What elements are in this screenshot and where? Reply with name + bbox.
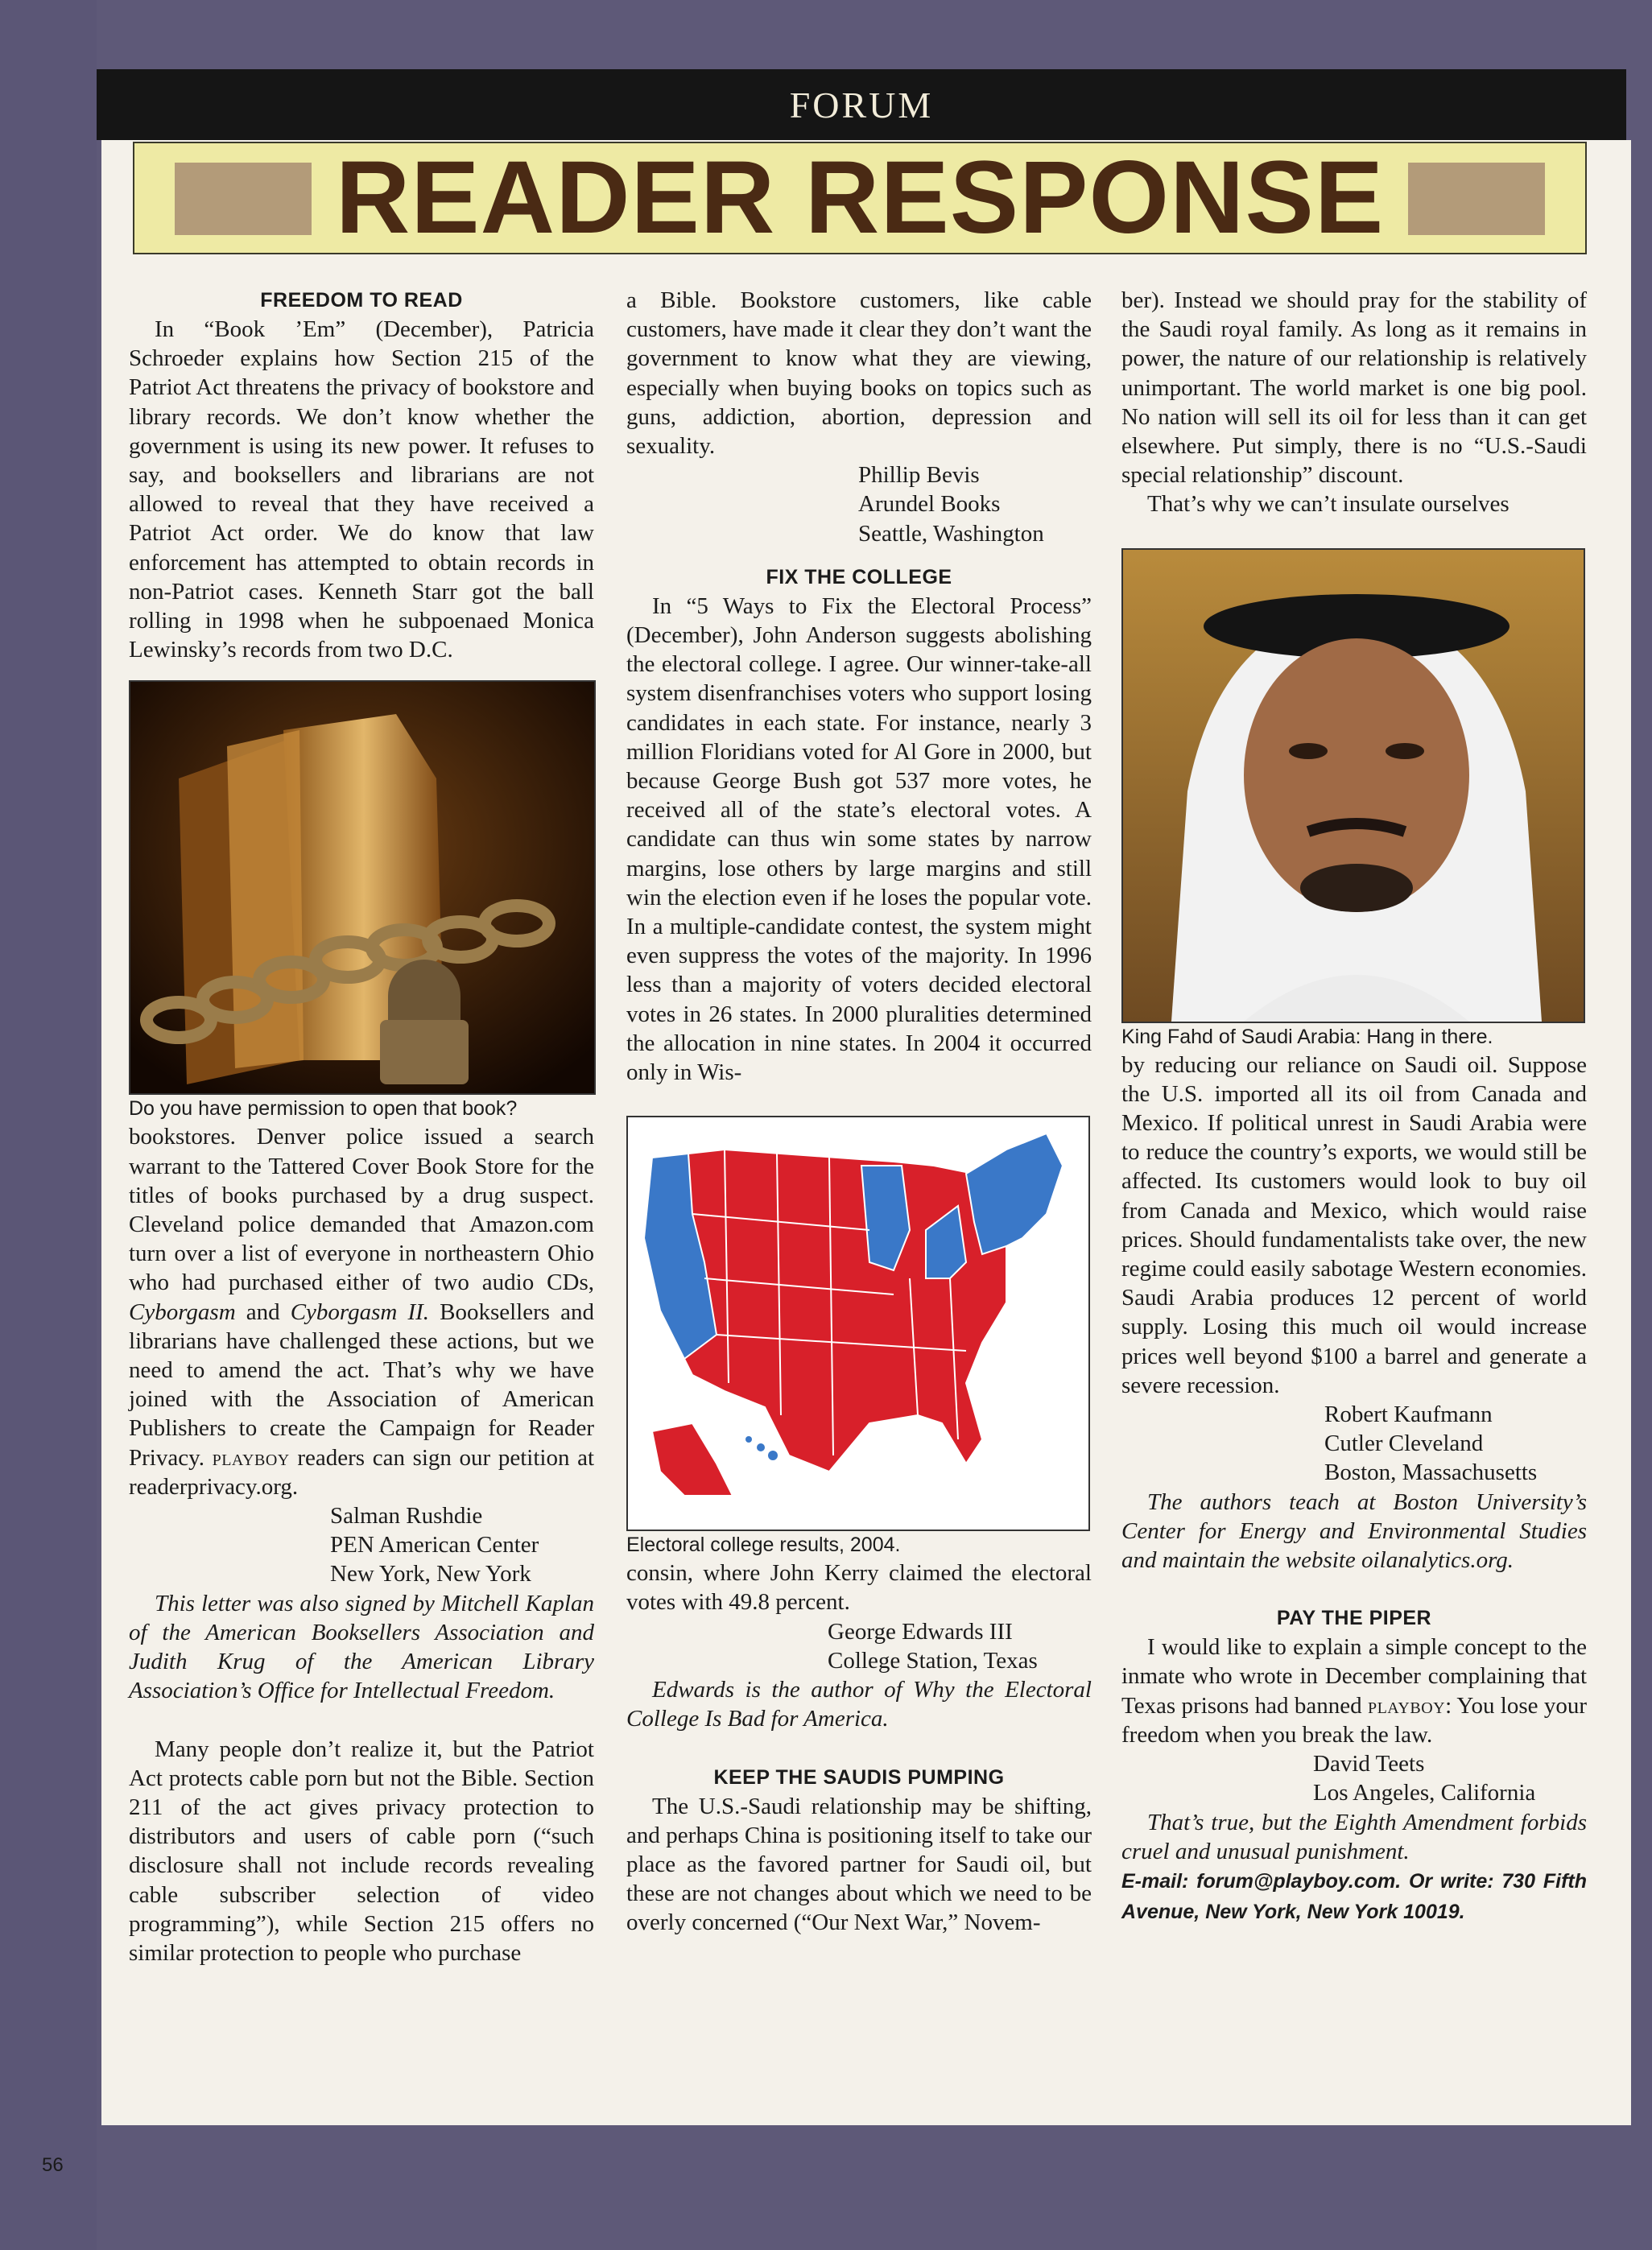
signature-location: Seattle, Washington xyxy=(858,520,1044,547)
map-caption: Electoral college results, 2004. xyxy=(626,1534,901,1557)
photo-caption: King Fahd of Saudi Arabia: Hang in there. xyxy=(1121,1025,1493,1048)
letter-text: The U.S.-Saudi relationship may be shifting, and perhaps China is positioning itself to take our place as the favored partner for Saudi oil, but these are not changes about which we need to be overly concerned (“Our Next War,” Novem- xyxy=(626,1793,1092,1936)
page-title: READER RESPONSE xyxy=(335,140,1385,255)
chained-book-illustration xyxy=(130,682,594,1093)
magazine-name: playboy xyxy=(212,1444,290,1471)
text-span: bookstores. Denver police issued a search warrant to the Tattered Cover Book Store for the titles of books purchased by a drug suspect. Cleveland police demanded that Amazon.com turn over a list of everyone in northeastern Ohio who had purchased either of two audio CDs, xyxy=(129,1124,594,1296)
letter-text: In “5 Ways to Fix the Electoral Process” (December), John Anderson suggests abolishing the electoral college. I agree. Our winner-take-all system disenfranchises voters who support losing candidates in each state. For instance, nearly 3 million Floridians voted for Al Gore in 2000, but because George Bush got 537 more votes, he received all of the state’s electoral votes. A candidate can thus win some states by narrow margins, lose others by large margins and still win the election even if he loses the popular vote. In a multiple-candidate contest, the system might even suppress the votes of the majority. In 1996 less than a majority of voters decided electoral votes in 26 states. In 2000 pluralities determined the allocation in nine states. In 2004 it occurred only in Wis- xyxy=(626,592,1092,1086)
column-2 xyxy=(626,286,1092,1938)
banner-bar-right xyxy=(1408,163,1545,235)
banner-bar-left xyxy=(175,163,312,235)
signature-location: College Station, Texas xyxy=(828,1647,1038,1674)
section-bar xyxy=(97,69,1626,140)
king-fahd-photo xyxy=(1121,548,1585,1023)
chained-book-photo xyxy=(129,680,596,1095)
signature-name: Phillip Bevis xyxy=(858,462,980,489)
section-label: FORUM xyxy=(789,84,934,126)
text-span: Booksellers and librarians have challenged these actions, but we need to amend the act. That’s why we have joined with the Association of American Publishers to create the Campaign for Reader Privacy. xyxy=(129,1298,595,1471)
letter-text: In “Book ’Em” (December), Patricia Schroeder explains how Section 215 of the Patriot Act threatens the privacy of bookstore and library records. We don’t know whether the government is using its new power. It refuses to say, and booksellers and librarians are not allowed to reveal that they have received a Patriot Act order. We do know that law enforcement has attempted to obtain records in non-Patriot cases. Kenneth Starr got the ball rolling in 1998 when he subpoenaed Monica Lewinsky’s records from two D.C. xyxy=(129,316,594,663)
signature-name: David Teets xyxy=(1313,1751,1425,1777)
portrait-illustration xyxy=(1123,550,1584,1022)
magazine-name: playboy xyxy=(1367,1692,1446,1719)
contact-info: E-mail: forum@playboy.com. Or write: 730 Fifth Avenue, New York, New York 10019. xyxy=(1121,1869,1587,1923)
text-span: : You lose your freedom when you break the law. xyxy=(1121,1692,1587,1748)
text-span: I would like to explain a simple concept to the inmate who wrote in December complaining that Texas prisons had banned xyxy=(1121,1634,1587,1719)
signature-org: PEN American Center xyxy=(330,1532,539,1558)
page-number: 56 xyxy=(42,2154,64,2176)
signature-name: Robert Kaufmann xyxy=(1324,1402,1493,1428)
cd-title: Cyborgasm II. xyxy=(290,1298,430,1325)
letter-text-continued xyxy=(129,1122,594,1501)
text-span: and xyxy=(246,1298,280,1325)
signature-location: Los Angeles, California xyxy=(1313,1780,1536,1806)
editor-note: Edwards is the author of Why the Electoral College Is Bad for America. xyxy=(626,1677,1092,1732)
heading-freedom-to-read: FREEDOM TO READ xyxy=(260,289,463,312)
letter-text: That’s why we can’t insulate ourselves xyxy=(1147,491,1510,518)
letter-text-continued: consin, where John Kerry claimed the electoral votes with 49.8 percent. xyxy=(626,1560,1092,1616)
signature-location: New York, New York xyxy=(330,1561,531,1587)
letter-text xyxy=(1121,1633,1587,1749)
letter-text-continued: by reducing our reliance on Saudi oil. Suppose the U.S. imported all its oil from Canada and Mexico. If political unrest in Saudi Arabia were to reduce the country’s exports, we would still be affected. Its customers would look to buy oil from Canada and Mexico, which would raise prices. Should fundamentalists take over, the new regime could easily sabotage Western economies. Saudi Arabia produces 12 percent of world supply. Losing this much oil would increase prices well beyond $100 a barrel and generate a severe recession. xyxy=(1121,1051,1587,1398)
editor-note: The authors teach at Boston University’s Center for Energy and Environmental Studies and maintain the website oilanalytics.org. xyxy=(1121,1488,1587,1574)
letter-text-continued: ber). Instead we should pray for the stability of the Saudi royal family. As long as it remains in power, the nature of our relationship is relatively unimportant. The world market is one big pool. No nation will sell its oil for less than it can get elsewhere. Put simply, there is no “U.S.-Saudi special relationship” discount. xyxy=(1121,287,1587,489)
signature-location: Boston, Massachusetts xyxy=(1324,1459,1538,1486)
text-span: readers can sign our petition at readerprivacy.org. xyxy=(129,1444,595,1500)
cd-title: Cyborgasm xyxy=(129,1298,236,1325)
signature-name: George Edwards III xyxy=(828,1618,1013,1645)
heading-pay-the-piper: PAY THE PIPER xyxy=(1276,1607,1432,1630)
column-1 xyxy=(129,286,594,1967)
signature-org: Arundel Books xyxy=(858,491,1001,518)
letter-text: Many people don’t realize it, but the Patriot Act protects cable porn but not the Bible. Section 211 of the act gives privacy protection to distributors and users of cable porn (“such disclosure shall not include records revealing cable subscriber selection of video programming”), while Section 215 offers no similar protection to people who purchase xyxy=(129,1736,594,1966)
letter-text: a Bible. Bookstore customers, like cable customers, have made it clear they don’t want the government to know what they are viewing, especially when buying books on topics such as guns, addiction, abortion, depression and sexuality. xyxy=(626,287,1092,460)
heading-keep-the-saudis-pumping: KEEP THE SAUDIS PUMPING xyxy=(713,1765,1005,1789)
electoral-map-illustration xyxy=(628,1117,1088,1530)
electoral-map xyxy=(626,1116,1090,1531)
title-banner xyxy=(133,142,1587,254)
page-margin xyxy=(0,0,97,2250)
photo-caption: Do you have permission to open that book? xyxy=(129,1097,518,1121)
column-3 xyxy=(1121,286,1587,1927)
signature-name: Cutler Cleveland xyxy=(1324,1431,1484,1457)
heading-fix-the-college: FIX THE COLLEGE xyxy=(766,565,952,588)
signature-name: Salman Rushdie xyxy=(330,1503,483,1530)
editor-note: This letter was also signed by Mitchell Kaplan of the American Booksellers Association and Judith Krug of the American Library Association’s Office for Intellectual Freedom. xyxy=(129,1590,594,1704)
editor-note: That’s true, but the Eighth Amendment forbids cruel and unusual punishment. xyxy=(1121,1809,1587,1864)
